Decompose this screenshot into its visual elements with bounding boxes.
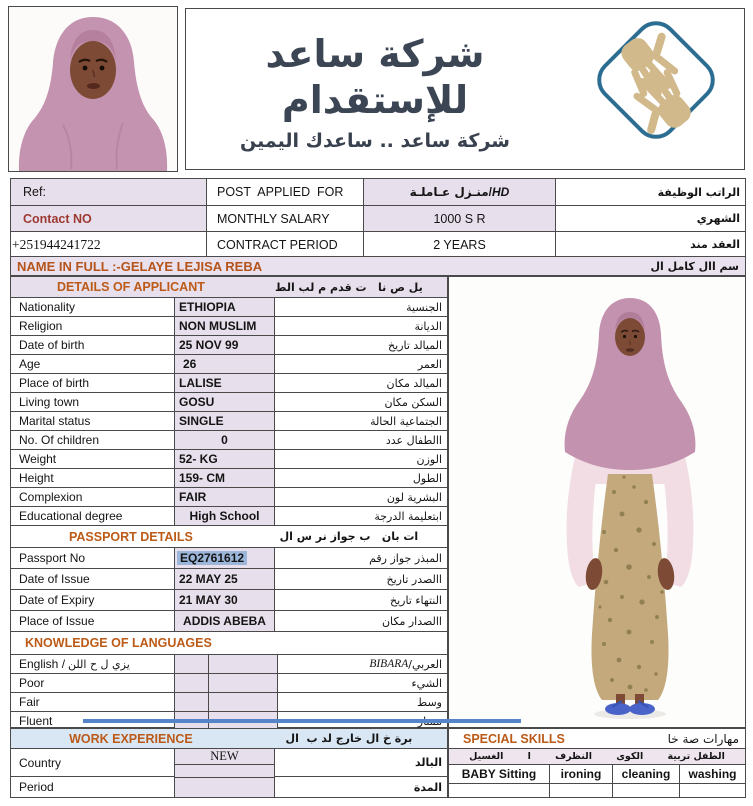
row-value: SINGLE <box>174 412 274 430</box>
row-label-arabic: الطول <box>274 469 447 487</box>
passport-header-arabic: ات بان ب جواز نر س ال <box>279 530 419 543</box>
table-row-children <box>11 430 447 449</box>
passport-header-en: PASSPORT DETAILS <box>68 529 193 544</box>
table-row-education <box>11 506 447 525</box>
work-empty-cell <box>175 765 274 778</box>
skills-header-en: SPECIAL SKILLS <box>463 731 565 746</box>
row-label-arabic: االصدر تاريخ <box>274 569 447 589</box>
row-value: 21 MAY 30 <box>174 590 274 610</box>
blue-divider-line <box>83 719 521 723</box>
monthly-salary-label: MONTHLY SALARY <box>206 206 363 231</box>
row-label: Religion <box>19 319 63 333</box>
row-value: NON MUSLIM <box>174 317 274 335</box>
row-label-arabic: وسط <box>277 693 447 711</box>
table-row-date-of-birth <box>11 335 447 354</box>
company-title-arabic: شركة ساعد للإستقدام <box>265 32 485 122</box>
period-value <box>175 778 274 797</box>
table-row-age <box>11 354 447 373</box>
details-header-arabic: يل ص نا ت قدم م لب الط <box>275 280 423 294</box>
special-skills-header <box>449 729 745 748</box>
row-label-arabic: الوزن <box>274 450 447 468</box>
table-row-living-town <box>11 392 447 411</box>
table-row-weight <box>11 449 447 468</box>
monthly-salary-label-arabic: الشهري <box>555 206 745 231</box>
row-label-arabic: المبذر جواز رقم <box>274 548 447 568</box>
row-label: Place of birth <box>19 376 90 390</box>
skill-empty-cell <box>449 784 549 798</box>
row-label-arabic: البشرية لون <box>274 488 447 506</box>
row-value: 25 NOV 99 <box>174 336 274 354</box>
period-label: Period <box>19 780 54 795</box>
row-label-arabic: الميالد مكان <box>274 374 447 392</box>
row-value: GOSU <box>174 393 274 411</box>
row-label: Place of Issue <box>19 614 95 628</box>
skill-label-arabic: الكوى <box>616 751 644 762</box>
skill-empty-cell <box>549 784 612 798</box>
details-of-applicant-header <box>11 277 447 297</box>
contract-period-label-arabic: العقد مند <box>555 232 745 257</box>
row-label: Weight <box>19 452 57 466</box>
skills-header-arabic: مهارات صة خا <box>667 731 739 746</box>
work-header-en: WORK EXPERIENCE <box>69 731 193 746</box>
row-value: 22 MAY 25 <box>174 569 274 589</box>
language-check-cell <box>174 655 208 673</box>
applicant-portrait-photo <box>8 6 178 172</box>
row-value: High School <box>174 507 274 525</box>
special-skills-table <box>448 728 746 798</box>
work-experience-table <box>10 728 448 798</box>
row-value: FAIR <box>174 488 274 506</box>
skill-label-arabic: الغسيل <box>469 751 504 762</box>
row-label-arabic: الديانة <box>274 317 447 335</box>
language-check-cell <box>208 674 277 692</box>
row-label: Date of Expiry <box>19 593 95 607</box>
table-row-place-of-issue <box>11 610 447 631</box>
applicant-full-body-photo <box>448 276 746 728</box>
company-title-block <box>186 26 564 151</box>
country-label: Country <box>11 749 174 777</box>
row-value: 0 <box>174 431 274 449</box>
portrait-photo-illustration <box>9 7 177 171</box>
table-row-date-of-issue <box>11 568 447 589</box>
row-label-arabic: االصدار مكان <box>274 611 447 631</box>
row-label: Marital status <box>19 414 91 428</box>
row-value <box>174 548 274 568</box>
row-label-arabic: الجنسية <box>274 298 447 316</box>
details-header-en: DETAILS OF APPLICANT <box>56 280 205 294</box>
passport-number-highlight: EQ2761612 <box>177 551 247 565</box>
row-label-arabic: ابتعليمة الدرجة <box>274 507 447 525</box>
name-in-full-arabic: سم اال كامل ال <box>650 259 739 273</box>
languages-header-en: KNOWLEDGE OF LANGUAGES <box>25 636 212 650</box>
row-label: Passport No <box>19 551 86 565</box>
row-label: Age <box>19 357 41 371</box>
work-arabic-column <box>274 749 447 797</box>
contact-phone-number: +251944241722 <box>12 236 101 252</box>
skills-english-row <box>449 764 745 783</box>
row-label-arabic: النتهاء تاريخ <box>274 590 447 610</box>
language-check-cell <box>208 655 277 673</box>
post-applied-label: POST APPLIED FOR <box>206 179 363 205</box>
table-row-complexion <box>11 487 447 506</box>
row-value: 52- KG <box>174 450 274 468</box>
name-in-full-text: NAME IN FULL :-GELAYE LEJISA REBA <box>17 258 263 274</box>
country-label-arabic: البالد <box>275 749 447 777</box>
row-label: Fair <box>19 695 40 709</box>
passport-details-header <box>11 525 447 547</box>
table-row-height <box>11 468 447 487</box>
row-label-arabic: الجتماعية الحالة <box>274 412 447 430</box>
row-label: Educational degree <box>19 509 123 523</box>
skill-empty-cell <box>612 784 679 798</box>
languages-header <box>11 631 447 654</box>
full-body-photo-illustration <box>534 282 726 722</box>
skill-empty-cell <box>679 784 745 798</box>
name-in-full-row <box>10 256 746 276</box>
table-row-language-poor <box>11 673 447 692</box>
company-header <box>185 8 745 170</box>
skills-arabic-row <box>449 748 745 764</box>
info-row-post <box>11 179 745 205</box>
row-label: Complexion <box>19 490 83 504</box>
row-label: Poor <box>19 676 45 690</box>
table-row-nationality <box>11 297 447 316</box>
table-row-religion <box>11 316 447 335</box>
skill-label-arabic: النظرف <box>555 751 592 762</box>
row-value: ADDIS ABEBA <box>174 611 274 631</box>
row-value: LALISE <box>174 374 274 392</box>
ref-label: Ref: <box>11 179 206 205</box>
row-label-arabic: االطفال عدد <box>274 431 447 449</box>
info-row-contract <box>11 231 745 257</box>
post-applied-value: منـزل عـاملـة / HD <box>363 179 555 205</box>
work-values-column <box>174 749 274 797</box>
contract-period-label: CONTRACT PERIOD <box>206 232 363 257</box>
table-row-date-of-expiry <box>11 589 447 610</box>
work-experience-body <box>11 748 447 797</box>
work-experience-header <box>11 729 447 748</box>
post-applied-label-arabic: الراتب الوظيفة <box>555 179 745 205</box>
row-label: No. Of children <box>19 433 100 447</box>
row-label-arabic: العمر <box>274 355 447 373</box>
info-table <box>10 178 746 258</box>
info-row-salary <box>11 205 745 231</box>
skill-label-arabic: ا <box>527 751 531 762</box>
skill-ironing: ironing <box>549 765 612 783</box>
applicant-details-table <box>10 276 448 728</box>
company-subtitle-arabic: شركة ساعد .. ساعدك اليمين <box>240 129 510 152</box>
table-row-marital-status <box>11 411 447 430</box>
period-label-arabic: المدة <box>413 780 442 794</box>
language-check-cell <box>208 693 277 711</box>
language-check-cell <box>174 693 208 711</box>
skill-label-arabic: الطفل تربية <box>667 751 725 762</box>
row-label: Date of Issue <box>19 572 90 586</box>
row-label-arabic: BIBARA /العربي <box>277 655 447 673</box>
table-row-passport-no <box>11 547 447 568</box>
work-header-arabic: برة خ ال خارج لد ب ال <box>285 732 413 745</box>
company-logo-hands-icon <box>570 14 730 164</box>
table-row-place-of-birth <box>11 373 447 392</box>
row-label: Date of birth <box>19 338 85 352</box>
row-label: Fluent <box>19 714 53 728</box>
row-value: 26 <box>174 355 274 373</box>
row-label-arabic: الميالد تاريخ <box>274 336 447 354</box>
country-value: NEW <box>175 749 274 765</box>
language-check-cell <box>174 674 208 692</box>
table-row-language-fair <box>11 692 447 711</box>
skill-cleaning: cleaning <box>612 765 679 783</box>
table-row-language-english <box>11 654 447 673</box>
skill-baby-sitting: BABY Sitting <box>461 767 537 781</box>
contract-period-value: 2 YEARS <box>363 232 555 257</box>
skill-washing: washing <box>679 765 745 783</box>
monthly-salary-value: 1000 S R <box>363 206 555 231</box>
skills-empty-row <box>449 783 745 798</box>
row-label: Height <box>19 471 54 485</box>
row-label-arabic: الشيء <box>277 674 447 692</box>
row-value: ETHIOPIA <box>174 298 274 316</box>
work-labels-column <box>11 749 174 797</box>
contact-no-label: Contact NO <box>11 206 206 231</box>
row-label: English / يزي ل ح اللن <box>19 657 130 671</box>
row-value: 159- CM <box>174 469 274 487</box>
row-label-arabic: السكن مكان <box>274 393 447 411</box>
row-label: Living town <box>19 395 80 409</box>
row-label: Nationality <box>19 300 76 314</box>
